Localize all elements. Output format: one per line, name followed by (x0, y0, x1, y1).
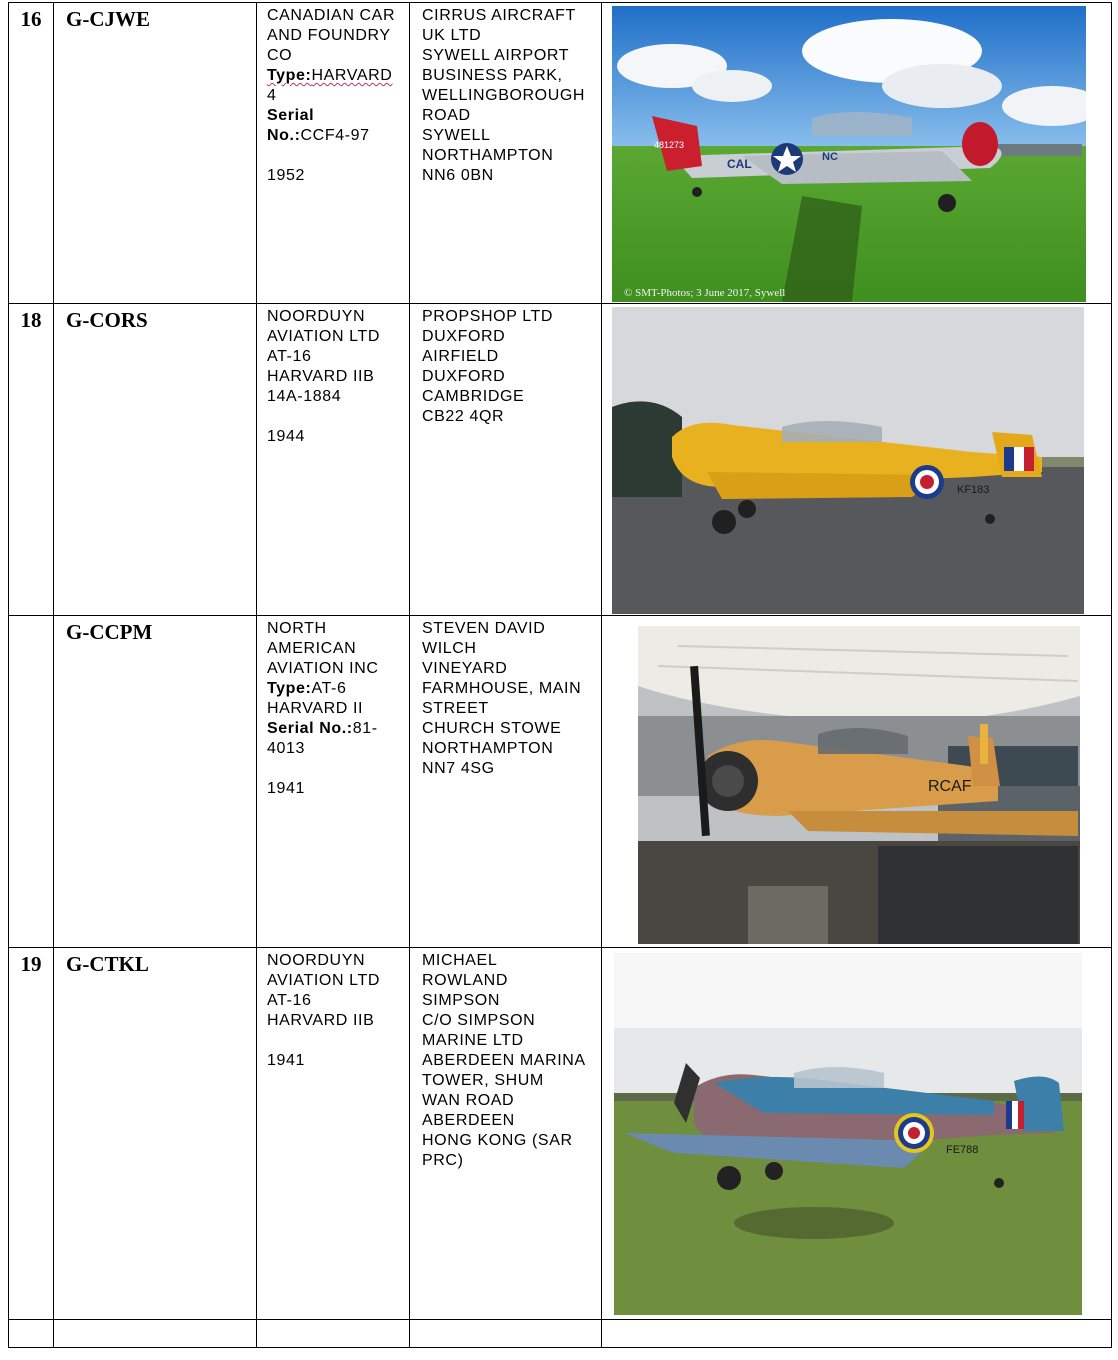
year-built: 1944 (267, 428, 305, 445)
owner-line: VINEYARD (422, 660, 508, 677)
owner-line: CHURCH STOWE (422, 720, 562, 737)
type-label: Type: (267, 67, 312, 84)
owner-line: CIRRUS AIRCRAFT (422, 7, 576, 24)
owner-line: UK LTD (422, 27, 482, 44)
manufacturer-line: HARVARD IIB (267, 1012, 375, 1029)
owner-line: ABERDEEN (422, 1112, 515, 1129)
type-label: Type: (267, 680, 312, 697)
owner-line: SYWELL (422, 127, 491, 144)
type-value: AT-6 (311, 680, 347, 697)
manufacturer-details (257, 948, 410, 1320)
fuselage-marking: CAL (727, 157, 752, 171)
owner-line: TOWER, SHUM (422, 1072, 544, 1089)
owner-line: ROWLAND (422, 972, 508, 989)
owner-line: BUSINESS PARK, (422, 67, 563, 84)
type-value-cont: HARVARD II (267, 700, 364, 717)
type-line (267, 66, 405, 86)
year-built: 1941 (267, 1052, 305, 1069)
owner-line: NORTHAMPTON (422, 147, 554, 164)
aircraft-photo-cell (602, 616, 1112, 948)
owner-line: STREET (422, 700, 489, 717)
owner-line: PROPSHOP LTD (422, 308, 554, 325)
serial-line (267, 126, 405, 146)
owner-line: SYWELL AIRPORT (422, 47, 570, 64)
entry-number: 16 (9, 3, 54, 304)
owner-line: WAN ROAD (422, 1092, 515, 1109)
serial-value: 81- (352, 720, 378, 737)
manufacturer-line: 14A-1884 (267, 388, 342, 405)
manufacturer-line: NORTH (267, 620, 327, 637)
manufacturer-line: AMERICAN (267, 640, 357, 657)
manufacturer-line: HARVARD IIB (267, 368, 375, 385)
table-row (9, 304, 1112, 616)
owner-line: NORTHAMPTON (422, 740, 554, 757)
owner-line: AIRFIELD (422, 348, 499, 365)
aircraft-photo-cell (602, 304, 1112, 616)
manufacturer-details (257, 616, 410, 948)
serial-value-cont: 4013 (267, 740, 305, 757)
serial-marking: FE788 (946, 1144, 979, 1156)
photo-caption: © SMT-Photos; 3 June 2017, Sywell (624, 287, 786, 299)
registration-mark: G-CORS (54, 304, 257, 616)
owner-line: WELLINGBOROUGH (422, 87, 586, 104)
type-line (267, 679, 405, 699)
tail-code: 481273 (654, 140, 685, 150)
aircraft-photo (612, 307, 1084, 614)
aircraft-photo (614, 953, 1082, 1315)
owner-line: MARINE LTD (422, 1032, 524, 1049)
owner-address (410, 948, 602, 1320)
table-row (9, 948, 1112, 1320)
owner-line: NN7 4SG (422, 760, 495, 777)
entry-number: 18 (9, 304, 54, 616)
owner-address (410, 616, 602, 948)
manufacturer-line: AVIATION LTD (267, 972, 380, 989)
owner-line: WILCH (422, 640, 477, 657)
aircraft-photo-cell (602, 3, 1112, 304)
owner-line: CB22 4QR (422, 408, 505, 425)
empty-table-row (9, 1320, 1112, 1348)
manufacturer-details (257, 304, 410, 616)
owner-line: MICHAEL (422, 952, 498, 969)
owner-line: DUXFORD (422, 368, 506, 385)
aircraft-photo (612, 6, 1086, 302)
entry-number (9, 616, 54, 948)
manufacturer-line: AT-16 (267, 992, 312, 1009)
manufacturer-line: AND FOUNDRY (267, 27, 391, 44)
type-value-cont: 4 (267, 87, 277, 104)
aircraft-photo (638, 626, 1080, 944)
registration-mark: G-CCPM (54, 616, 257, 948)
manufacturer-line: NOORDUYN (267, 952, 366, 969)
owner-line: HONG KONG (SAR (422, 1132, 573, 1149)
registration-mark: G-CTKL (54, 948, 257, 1320)
serial-label: Serial (267, 107, 315, 124)
manufacturer-line: CANADIAN CAR (267, 7, 396, 24)
owner-line: NN6 0BN (422, 167, 494, 184)
serial-marking: KF183 (957, 484, 990, 496)
manufacturer-details (257, 3, 410, 304)
owner-line: CAMBRIDGE (422, 388, 525, 405)
aircraft-register-table (8, 2, 1112, 1348)
manufacturer-line: NOORDUYN (267, 308, 366, 325)
serial-label-cont: No.: (267, 127, 301, 144)
entry-number: 19 (9, 948, 54, 1320)
year-built: 1952 (267, 167, 305, 184)
aircraft-photo-cell (602, 948, 1112, 1320)
manufacturer-line: AVIATION LTD (267, 328, 380, 345)
owner-line: PRC) (422, 1152, 464, 1169)
owner-line: ABERDEEN MARINA (422, 1052, 586, 1069)
fuselage-marking: RCAF (928, 778, 972, 795)
table-row (9, 616, 1112, 948)
owner-line: STEVEN DAVID (422, 620, 546, 637)
registration-mark: G-CJWE (54, 3, 257, 304)
serial-label: Serial No.: (267, 720, 353, 737)
manufacturer-line: CO (267, 47, 293, 64)
type-value: HARVARD (311, 67, 393, 84)
owner-address (410, 304, 602, 616)
owner-address (410, 3, 602, 304)
owner-line: FARMHOUSE, MAIN (422, 680, 582, 697)
manufacturer-line: AT-16 (267, 348, 312, 365)
table-row (9, 3, 1112, 304)
owner-line: C/O SIMPSON (422, 1012, 536, 1029)
fuselage-marking-2: NC (822, 151, 838, 163)
serial-value: CCF4-97 (300, 127, 370, 144)
owner-line: ROAD (422, 107, 471, 124)
year-built: 1941 (267, 780, 305, 797)
manufacturer-line: AVIATION INC (267, 660, 379, 677)
serial-line (267, 719, 405, 739)
owner-line: SIMPSON (422, 992, 500, 1009)
owner-line: DUXFORD (422, 328, 506, 345)
